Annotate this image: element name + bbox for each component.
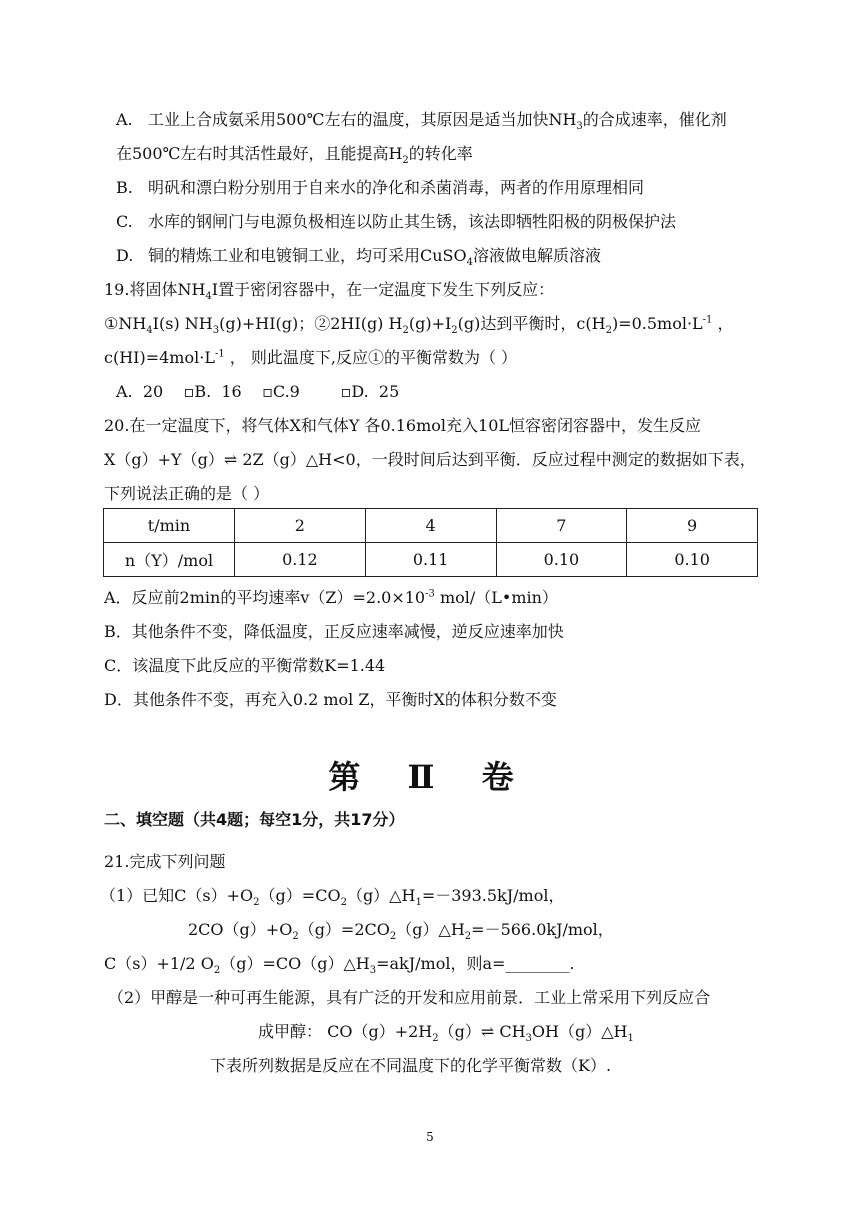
q20-data-table (103, 508, 758, 577)
table-cell: 7 (496, 509, 627, 543)
q18-option-c: C. 水库的钢闸门与电源负极相连以防止其生锈，该法即牺牲阳极的阴极保护法 (116, 212, 677, 231)
table-cell: 0.11 (365, 543, 496, 577)
q21-methanol-reaction: 成甲醇： $CO(g)+2H_2(g)\rightleftharpoons$ $CH_3OH(g)\triangle H_1$ (258, 1022, 634, 1045)
q18-option-a-line2: 在500℃左右时其活性最好，且能提高$H_2$的转化率 (116, 144, 473, 167)
q21-table-intro: 下表所列数据是反应在不同温度下的化学平衡常数（K）. (210, 1056, 612, 1075)
q20-stem-line1: 20.在一定温度下，将气体X和气体Y 各0.16mol充入10L恒容密闭容器中，发生反应 (104, 416, 702, 435)
q20-option-d: D．其他条件不变，再充入0.2 mol Z，平衡时X的体积分数不变 (104, 690, 557, 709)
q19-stem: 19.将固体$NH_4I$置于密闭容器中，在一定温度下发生下列反应： (104, 280, 555, 303)
q20-stem-line2: X（g）+Y（g）⇌ 2Z（g）△H<0，一段时间后达到平衡．反应过程中测定的数据如下表， (104, 450, 756, 469)
table-cell: 9 (627, 509, 758, 543)
table-cell: 0.10 (627, 543, 758, 577)
q21-eq3: C（s）+1/2 $O_2(g)=CO(g)\triangle H_3=akJ$/mol，则a=________. (104, 954, 575, 977)
table-cell: 0.12 (235, 543, 366, 577)
table-cell: 4 (365, 509, 496, 543)
table-cell: t/min (104, 509, 235, 543)
q21-part2: （2）甲醇是一种可再生能源，具有广泛的开发和应用前景．工业上常采用下列反应合 (108, 988, 711, 1007)
table-row (104, 509, 758, 543)
q21-eq2: $2CO(g)+O_2(g)=2CO_2(g)\triangle H_2=-566.0kJ$/mol， (188, 920, 614, 943)
q21-eq1: （1）已知$C(s)+O_2(g)=CO_2(g)\triangle H_1=-393.5kJ$/mol， (100, 886, 565, 909)
q18-option-b: B. 明矾和漂白粉分别用于自来水的净化和杀菌消毒，两者的作用原理相同 (116, 178, 645, 197)
q19-options: A. 20 ▫B. 16 ▫C.9 ▫D. 25 (116, 382, 400, 401)
q19-condition: $c(HI)=4mol\cdot L^{-1}$ ， 则此温度下,反应①的平衡常数为（ ） (104, 348, 518, 367)
q20-option-b: B．其他条件不变，降低温度，正反应速率减慢，逆反应速率加快 (104, 622, 564, 641)
section-title: 第 Ⅱ 卷 (328, 758, 532, 796)
q18-option-d: D. 铜的精炼工业和电镀铜工业，均可采用CuSO$_4$溶液做电解质溶液 (116, 246, 602, 269)
q21-stem: 21.完成下列问题 (104, 852, 226, 871)
q18-option-a-line1: A. 工业上合成氨采用500℃左右的温度，其原因是适当加快$NH_3$的合成速率，催化剂 (116, 110, 727, 133)
q20-stem-line3: 下列说法正确的是（ ） (104, 484, 270, 503)
option-letter: A. (116, 110, 133, 129)
table-cell: n（Y）/mol (104, 543, 235, 577)
table-cell: 2 (235, 509, 366, 543)
section-heading: 二、填空题（共4题；每空1分，共17分） (104, 810, 405, 829)
table-cell: 0.10 (496, 543, 627, 577)
q20-option-a: A．反应前2min的平均速率$v(Z)=2.0\times 10^{-3}$ mol/（L•min） (104, 588, 558, 607)
page-number: 5 (426, 1130, 434, 1144)
q19-reactions: $①NH_4I(s)$ $NH_3(g)+HI(g)$；②2HI(g) $H_2(g)+I_2(g)$达到平衡时，$c(H_2)=0.5mol\cdot L^{-1}$ ， (104, 314, 734, 337)
q20-option-c: C．该温度下此反应的平衡常数K=1.44 (104, 656, 386, 675)
table-row (104, 543, 758, 577)
